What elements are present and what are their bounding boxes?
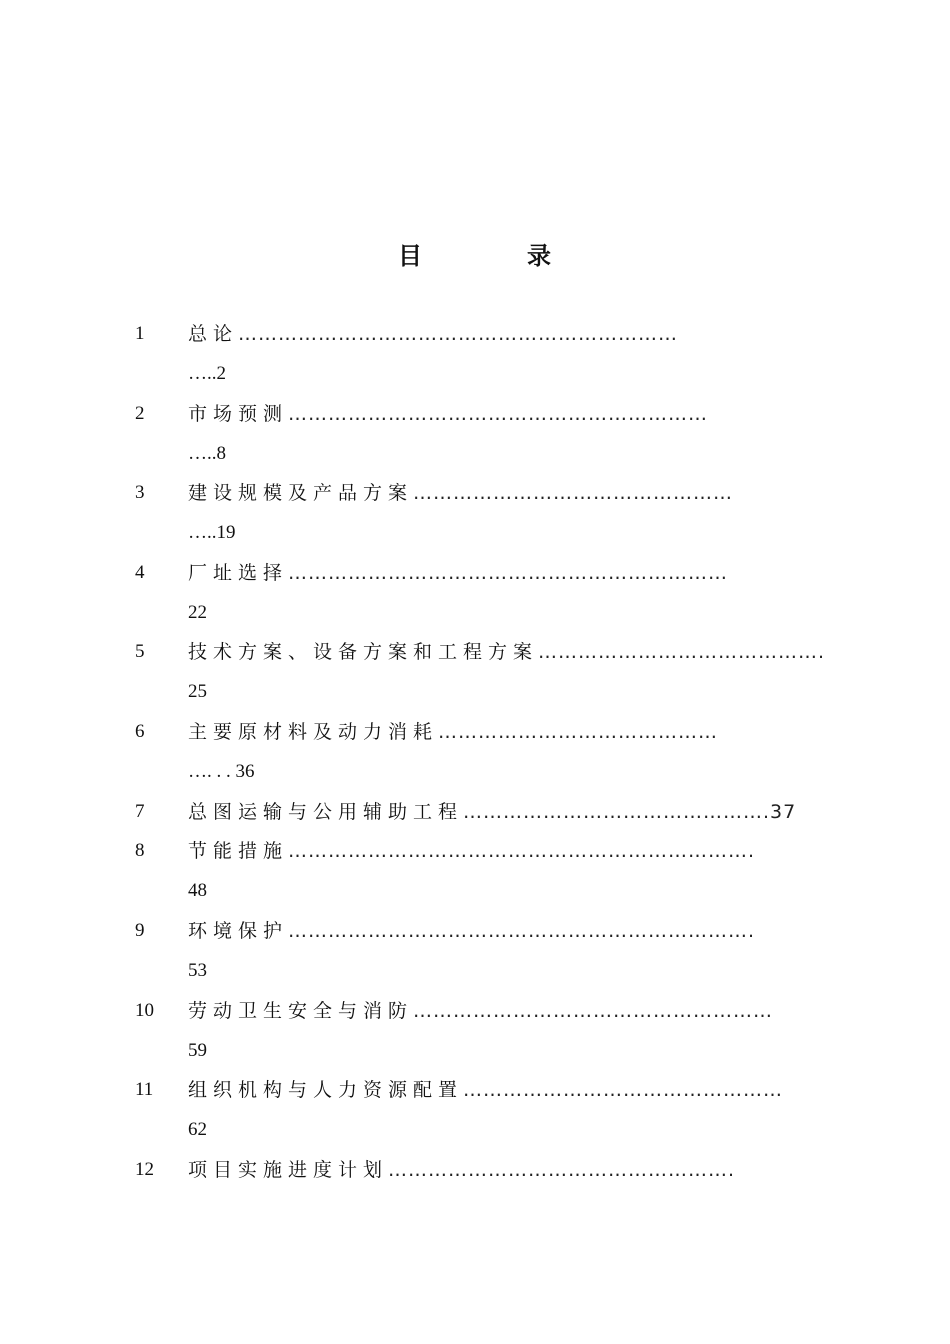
toc-entry-label: 总论	[188, 323, 239, 345]
toc-leader-dots: …………………………………………	[463, 1079, 784, 1102]
toc-entry-label: 项目实施进度计划	[188, 1158, 389, 1181]
toc-entry-line	[188, 991, 828, 1031]
toc-entry-4[interactable]	[0, 553, 950, 633]
toc-entry-page: 53	[188, 959, 207, 981]
toc-entry-line	[188, 1150, 828, 1190]
toc-entry-10[interactable]	[0, 991, 950, 1071]
toc-entry-page: 48	[188, 880, 207, 902]
toc-leader-dots: …………………………………………….	[388, 1158, 736, 1181]
toc-entry-label: 厂址选择	[188, 561, 289, 584]
toc-entry-line	[188, 314, 828, 354]
toc-entry-label: 技术方案、设备方案和工程方案	[188, 641, 539, 664]
toc-entry-6[interactable]	[0, 712, 950, 792]
toc-entry-label: 主要原材料及动力消耗	[188, 720, 439, 743]
toc-entry-7[interactable]	[0, 792, 950, 832]
table-of-contents	[0, 314, 950, 1190]
toc-title-char-2: 录	[527, 242, 551, 270]
toc-title	[0, 238, 950, 274]
toc-leader-dots: ……………………………………….37	[463, 800, 797, 823]
toc-entry-number: 7	[135, 800, 145, 822]
toc-entry-label: 环境保护	[188, 919, 289, 942]
toc-entry-line	[188, 831, 828, 871]
toc-entry-line	[188, 1070, 828, 1110]
toc-leader-dots: …………………………………….	[538, 641, 826, 664]
toc-entry-12[interactable]	[0, 1150, 950, 1190]
toc-entry-page: 22	[188, 601, 207, 623]
toc-entry-page: 62	[188, 1119, 207, 1141]
toc-leader-dots: …………………………………………………………….	[288, 840, 756, 863]
toc-leader-dots: ……………………………………	[438, 720, 719, 743]
toc-leader-dots: …………………………………………	[413, 482, 734, 505]
toc-entry-number: 11	[135, 1079, 154, 1101]
toc-entry-number: 1	[135, 323, 145, 344]
toc-entry-number: 4	[135, 561, 145, 583]
toc-entry-page: 25	[188, 681, 207, 703]
toc-title-char-1: 目	[398, 242, 422, 270]
toc-entry-page: 59	[188, 1039, 207, 1061]
toc-entry-line	[188, 911, 828, 951]
toc-entry-number: 8	[135, 840, 145, 862]
toc-entry-label: 市场预测	[188, 402, 289, 425]
toc-entry-line	[188, 473, 828, 513]
toc-entry-11[interactable]	[0, 1070, 950, 1150]
toc-leader-dots: …………………………………………………………	[238, 323, 679, 345]
toc-entry-label: 总图运输与公用辅助工程	[188, 800, 464, 823]
toc-entry-line	[188, 792, 828, 832]
toc-entry-9[interactable]	[0, 911, 950, 991]
toc-entry-page: …..2	[188, 363, 226, 384]
toc-entry-label: 建设规模及产品方案	[188, 482, 414, 505]
toc-entry-number: 9	[135, 919, 145, 941]
toc-entry-3[interactable]	[0, 473, 950, 553]
toc-entry-label: 组织机构与人力资源配置	[188, 1079, 464, 1102]
toc-entry-label: 节能措施	[188, 840, 289, 863]
toc-leader-dots: ………………………………………………………	[288, 402, 709, 425]
toc-entry-8[interactable]	[0, 831, 950, 911]
toc-entry-page: …..19	[188, 522, 236, 544]
toc-entry-number: 3	[135, 482, 145, 504]
toc-entry-page: …. . . 36	[188, 760, 255, 782]
toc-leader-dots: …………………………………………………………….	[288, 919, 756, 942]
toc-entry-page: …..8	[188, 442, 226, 464]
toc-leader-dots: …………………………………………………………	[288, 561, 729, 584]
toc-entry-line	[188, 712, 828, 752]
toc-entry-line	[188, 394, 828, 434]
toc-entry-number: 5	[135, 641, 145, 663]
toc-entry-number: 6	[135, 720, 145, 742]
toc-entry-2[interactable]	[0, 394, 950, 474]
toc-entry-line	[188, 632, 828, 672]
toc-entry-label: 劳动卫生安全与消防	[188, 999, 414, 1022]
toc-entry-1[interactable]	[0, 314, 950, 394]
toc-entry-number: 12	[135, 1158, 154, 1180]
toc-entry-5[interactable]	[0, 632, 950, 712]
toc-leader-dots: ………………………………………………	[413, 999, 774, 1022]
toc-entry-number: 10	[135, 999, 154, 1021]
toc-entry-number: 2	[135, 402, 145, 424]
toc-entry-line	[188, 553, 828, 593]
